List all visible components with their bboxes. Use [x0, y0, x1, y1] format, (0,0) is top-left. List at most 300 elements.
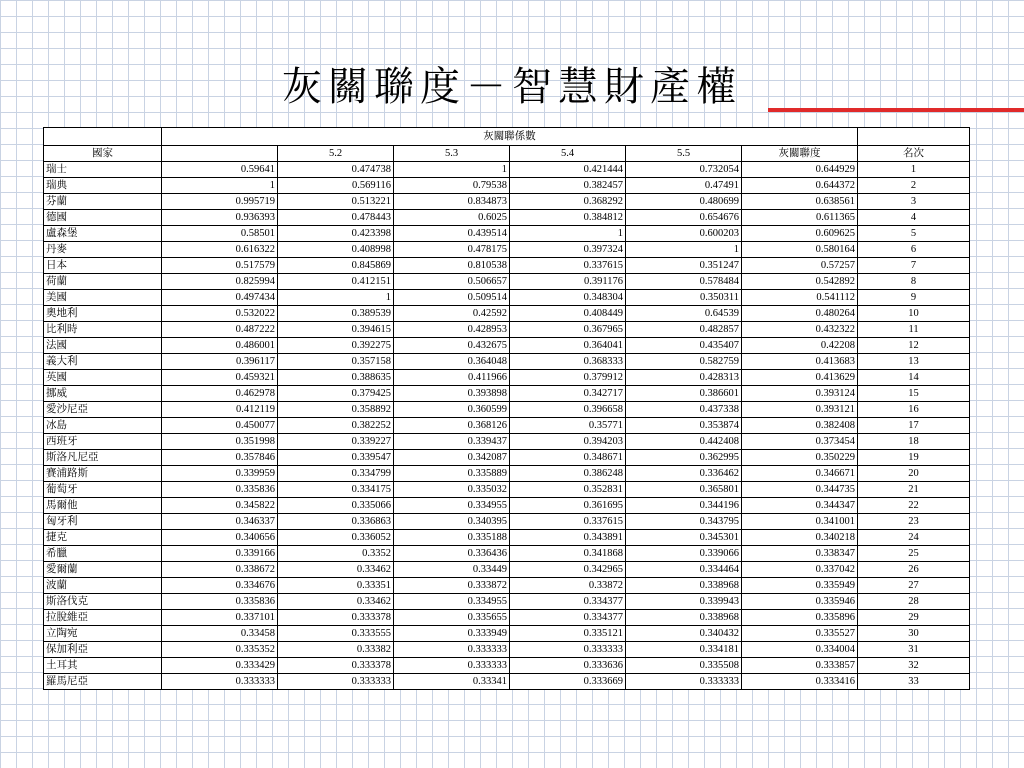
cell-country: 波蘭: [44, 578, 162, 594]
cell-rank: 19: [858, 450, 970, 466]
cell-country: 賽浦路斯: [44, 466, 162, 482]
cell-coef-5-4: 0.379912: [510, 370, 626, 386]
cell-coef-5-4: 0.33872: [510, 578, 626, 594]
cell-coef-5-1: 0.346337: [162, 514, 278, 530]
cell-coef-5-2: 0.333333: [278, 674, 394, 690]
cell-country: 保加利亞: [44, 642, 162, 658]
cell-coef-5-1: 0.995719: [162, 194, 278, 210]
cell-country: 德國: [44, 210, 162, 226]
cell-grade: 0.542892: [742, 274, 858, 290]
cell-coef-5-1: 0.335836: [162, 482, 278, 498]
cell-coef-5-4: 0.361695: [510, 498, 626, 514]
cell-coef-5-1: 0.616322: [162, 242, 278, 258]
cell-grade: 0.644929: [742, 162, 858, 178]
cell-grade: 0.638561: [742, 194, 858, 210]
cell-coef-5-3: 0.333949: [394, 626, 510, 642]
cell-coef-5-2: 0.335066: [278, 498, 394, 514]
cell-country: 拉脫維亞: [44, 610, 162, 626]
cell-coef-5-3: 0.333333: [394, 658, 510, 674]
cell-coef-5-5: 0.351247: [626, 258, 742, 274]
cell-grade: 0.334004: [742, 642, 858, 658]
table-row: [44, 674, 970, 690]
cell-coef-5-4: 0.386248: [510, 466, 626, 482]
cell-grade: 0.644372: [742, 178, 858, 194]
cell-coef-5-3: 0.335032: [394, 482, 510, 498]
cell-country: 西班牙: [44, 434, 162, 450]
cell-grade: 0.337042: [742, 562, 858, 578]
cell-coef-5-2: 0.379425: [278, 386, 394, 402]
cell-coef-5-2: 0.336052: [278, 530, 394, 546]
header-group-row: [44, 128, 970, 146]
cell-country: 美國: [44, 290, 162, 306]
cell-coef-5-2: 0.339547: [278, 450, 394, 466]
cell-grade: 0.393124: [742, 386, 858, 402]
slide-title: 灰關聯度－智慧財產權: [282, 64, 742, 110]
cell-coef-5-3: 0.834873: [394, 194, 510, 210]
cell-rank: 7: [858, 258, 970, 274]
cell-country: 馬爾他: [44, 498, 162, 514]
table-row: [44, 354, 970, 370]
cell-coef-5-3: 0.439514: [394, 226, 510, 242]
cell-coef-5-2: 0.333378: [278, 658, 394, 674]
cell-country: 斯洛凡尼亞: [44, 450, 162, 466]
cell-grade: 0.393121: [742, 402, 858, 418]
cell-coef-5-2: 0.3352: [278, 546, 394, 562]
cell-coef-5-2: 0.333378: [278, 610, 394, 626]
cell-coef-5-2: 0.334175: [278, 482, 394, 498]
cell-coef-5-5: 0.339066: [626, 546, 742, 562]
cell-coef-5-3: 0.509514: [394, 290, 510, 306]
cell-coef-5-1: 0.333429: [162, 658, 278, 674]
cell-coef-5-5: 0.350311: [626, 290, 742, 306]
cell-coef-5-2: 0.33462: [278, 562, 394, 578]
cell-rank: 21: [858, 482, 970, 498]
header-group-empty-right: [858, 128, 970, 146]
cell-rank: 17: [858, 418, 970, 434]
header-row: [44, 146, 970, 162]
cell-coef-5-1: 0.340656: [162, 530, 278, 546]
header-grade: 灰關聯度: [742, 146, 858, 162]
cell-coef-5-5: 0.335508: [626, 658, 742, 674]
cell-coef-5-5: 0.47491: [626, 178, 742, 194]
cell-coef-5-3: 0.335655: [394, 610, 510, 626]
cell-coef-5-3: 0.810538: [394, 258, 510, 274]
cell-coef-5-1: 0.59641: [162, 162, 278, 178]
cell-rank: 16: [858, 402, 970, 418]
cell-coef-5-4: 0.348304: [510, 290, 626, 306]
cell-grade: 0.344735: [742, 482, 858, 498]
cell-rank: 24: [858, 530, 970, 546]
cell-coef-5-3: 0.335188: [394, 530, 510, 546]
cell-coef-5-4: 0.333333: [510, 642, 626, 658]
cell-rank: 31: [858, 642, 970, 658]
cell-coef-5-2: 0.478443: [278, 210, 394, 226]
cell-coef-5-2: 0.392275: [278, 338, 394, 354]
cell-coef-5-4: 0.368292: [510, 194, 626, 210]
cell-rank: 27: [858, 578, 970, 594]
cell-coef-5-4: 0.382457: [510, 178, 626, 194]
cell-coef-5-3: 0.42592: [394, 306, 510, 322]
cell-coef-5-1: 0.345822: [162, 498, 278, 514]
table-row: [44, 466, 970, 482]
cell-coef-5-2: 0.389539: [278, 306, 394, 322]
cell-coef-5-2: 0.845869: [278, 258, 394, 274]
cell-grade: 0.432322: [742, 322, 858, 338]
cell-grade: 0.373454: [742, 434, 858, 450]
cell-coef-5-2: 0.358892: [278, 402, 394, 418]
cell-coef-5-4: 0.421444: [510, 162, 626, 178]
header-col-5-3: 5.3: [394, 146, 510, 162]
table-row: [44, 274, 970, 290]
cell-coef-5-2: 0.408998: [278, 242, 394, 258]
table-row: [44, 418, 970, 434]
cell-rank: 9: [858, 290, 970, 306]
cell-coef-5-5: 0.64539: [626, 306, 742, 322]
cell-coef-5-1: 0.396117: [162, 354, 278, 370]
table-row: [44, 258, 970, 274]
cell-coef-5-4: 0.333669: [510, 674, 626, 690]
cell-coef-5-3: 0.33449: [394, 562, 510, 578]
cell-coef-5-4: 0.384812: [510, 210, 626, 226]
cell-coef-5-1: 0.486001: [162, 338, 278, 354]
cell-coef-5-5: 0.582759: [626, 354, 742, 370]
cell-coef-5-5: 0.333333: [626, 674, 742, 690]
data-table-container: [43, 127, 969, 690]
cell-country: 葡萄牙: [44, 482, 162, 498]
header-group-empty-left: [44, 128, 162, 146]
cell-coef-5-5: 0.334464: [626, 562, 742, 578]
cell-country: 冰島: [44, 418, 162, 434]
cell-rank: 28: [858, 594, 970, 610]
cell-coef-5-5: 0.362995: [626, 450, 742, 466]
cell-coef-5-5: 0.338968: [626, 578, 742, 594]
cell-coef-5-1: 0.412119: [162, 402, 278, 418]
cell-coef-5-5: 0.482857: [626, 322, 742, 338]
cell-grade: 0.333416: [742, 674, 858, 690]
cell-grade: 0.335527: [742, 626, 858, 642]
cell-grade: 0.480264: [742, 306, 858, 322]
cell-coef-5-1: 0.333333: [162, 674, 278, 690]
cell-coef-5-4: 0.364041: [510, 338, 626, 354]
cell-coef-5-5: 0.334181: [626, 642, 742, 658]
cell-country: 法國: [44, 338, 162, 354]
cell-rank: 6: [858, 242, 970, 258]
cell-coef-5-1: 0.33458: [162, 626, 278, 642]
cell-coef-5-4: 0.408449: [510, 306, 626, 322]
table-row: [44, 226, 970, 242]
cell-country: 立陶宛: [44, 626, 162, 642]
cell-coef-5-1: 0.339959: [162, 466, 278, 482]
cell-coef-5-3: 0.364048: [394, 354, 510, 370]
table-row: [44, 210, 970, 226]
cell-coef-5-1: 0.351998: [162, 434, 278, 450]
cell-coef-5-4: 0.352831: [510, 482, 626, 498]
cell-country: 丹麥: [44, 242, 162, 258]
cell-coef-5-4: 0.337615: [510, 514, 626, 530]
cell-coef-5-5: 0.654676: [626, 210, 742, 226]
cell-coef-5-4: 0.391176: [510, 274, 626, 290]
cell-country: 愛沙尼亞: [44, 402, 162, 418]
cell-coef-5-1: 0.487222: [162, 322, 278, 338]
cell-country: 希臘: [44, 546, 162, 562]
cell-coef-5-3: 0.411966: [394, 370, 510, 386]
table-row: [44, 434, 970, 450]
cell-coef-5-1: 0.339166: [162, 546, 278, 562]
cell-coef-5-3: 0.506657: [394, 274, 510, 290]
cell-coef-5-2: 1: [278, 290, 394, 306]
cell-coef-5-5: 0.435407: [626, 338, 742, 354]
table-row: [44, 450, 970, 466]
cell-coef-5-2: 0.513221: [278, 194, 394, 210]
cell-coef-5-5: 0.600203: [626, 226, 742, 242]
table-row: [44, 642, 970, 658]
cell-coef-5-3: 1: [394, 162, 510, 178]
cell-grade: 0.333857: [742, 658, 858, 674]
cell-country: 瑞典: [44, 178, 162, 194]
table-row: [44, 610, 970, 626]
cell-rank: 25: [858, 546, 970, 562]
cell-coef-5-4: 0.334377: [510, 594, 626, 610]
cell-country: 荷蘭: [44, 274, 162, 290]
table-row: [44, 530, 970, 546]
header-group-label: 灰關聯係數: [162, 128, 858, 146]
table-row: [44, 162, 970, 178]
cell-coef-5-5: 1: [626, 242, 742, 258]
table-row: [44, 482, 970, 498]
cell-rank: 3: [858, 194, 970, 210]
cell-coef-5-2: 0.336863: [278, 514, 394, 530]
cell-rank: 15: [858, 386, 970, 402]
cell-coef-5-2: 0.33382: [278, 642, 394, 658]
cell-coef-5-5: 0.437338: [626, 402, 742, 418]
cell-grade: 0.344347: [742, 498, 858, 514]
cell-rank: 12: [858, 338, 970, 354]
cell-coef-5-3: 0.336436: [394, 546, 510, 562]
cell-coef-5-3: 0.339437: [394, 434, 510, 450]
header-col-5-2: 5.2: [278, 146, 394, 162]
cell-coef-5-5: 0.442408: [626, 434, 742, 450]
cell-coef-5-4: 0.343891: [510, 530, 626, 546]
cell-coef-5-2: 0.33351: [278, 578, 394, 594]
cell-coef-5-1: 0.337101: [162, 610, 278, 626]
cell-coef-5-5: 0.578484: [626, 274, 742, 290]
cell-coef-5-5: 0.343795: [626, 514, 742, 530]
cell-coef-5-1: 0.450077: [162, 418, 278, 434]
cell-rank: 33: [858, 674, 970, 690]
cell-rank: 2: [858, 178, 970, 194]
cell-country: 匈牙利: [44, 514, 162, 530]
table-row: [44, 322, 970, 338]
cell-rank: 23: [858, 514, 970, 530]
cell-coef-5-4: 0.348671: [510, 450, 626, 466]
table-row: [44, 178, 970, 194]
cell-coef-5-5: 0.353874: [626, 418, 742, 434]
cell-coef-5-2: 0.394615: [278, 322, 394, 338]
cell-coef-5-1: 0.459321: [162, 370, 278, 386]
cell-grade: 0.350229: [742, 450, 858, 466]
table-row: [44, 498, 970, 514]
table-row: [44, 626, 970, 642]
cell-coef-5-5: 0.480699: [626, 194, 742, 210]
cell-coef-5-1: 0.532022: [162, 306, 278, 322]
cell-rank: 13: [858, 354, 970, 370]
table-row: [44, 562, 970, 578]
cell-coef-5-1: 0.335836: [162, 594, 278, 610]
cell-country: 比利時: [44, 322, 162, 338]
cell-coef-5-4: 0.335121: [510, 626, 626, 642]
cell-rank: 32: [858, 658, 970, 674]
cell-coef-5-5: 0.336462: [626, 466, 742, 482]
header-col-5-5: 5.5: [626, 146, 742, 162]
cell-coef-5-2: 0.382252: [278, 418, 394, 434]
cell-country: 盧森堡: [44, 226, 162, 242]
cell-coef-5-3: 0.478175: [394, 242, 510, 258]
cell-grade: 0.341001: [742, 514, 858, 530]
cell-coef-5-3: 0.393898: [394, 386, 510, 402]
table-row: [44, 594, 970, 610]
cell-coef-5-4: 0.397324: [510, 242, 626, 258]
table-row: [44, 514, 970, 530]
cell-grade: 0.580164: [742, 242, 858, 258]
grey-relational-table: [43, 127, 970, 690]
table-row: [44, 290, 970, 306]
cell-coef-5-3: 0.432675: [394, 338, 510, 354]
cell-grade: 0.611365: [742, 210, 858, 226]
cell-country: 英國: [44, 370, 162, 386]
cell-rank: 4: [858, 210, 970, 226]
cell-coef-5-2: 0.569116: [278, 178, 394, 194]
cell-rank: 8: [858, 274, 970, 290]
cell-coef-5-1: 0.497434: [162, 290, 278, 306]
cell-coef-5-2: 0.33462: [278, 594, 394, 610]
cell-coef-5-4: 1: [510, 226, 626, 242]
cell-grade: 0.609625: [742, 226, 858, 242]
cell-coef-5-4: 0.334377: [510, 610, 626, 626]
cell-coef-5-4: 0.394203: [510, 434, 626, 450]
cell-coef-5-5: 0.344196: [626, 498, 742, 514]
cell-coef-5-4: 0.396658: [510, 402, 626, 418]
cell-coef-5-1: 1: [162, 178, 278, 194]
cell-coef-5-3: 0.335889: [394, 466, 510, 482]
cell-rank: 11: [858, 322, 970, 338]
cell-country: 斯洛伐克: [44, 594, 162, 610]
cell-coef-5-4: 0.342717: [510, 386, 626, 402]
cell-coef-5-1: 0.334676: [162, 578, 278, 594]
cell-coef-5-3: 0.333872: [394, 578, 510, 594]
cell-rank: 29: [858, 610, 970, 626]
cell-coef-5-5: 0.338968: [626, 610, 742, 626]
cell-country: 芬蘭: [44, 194, 162, 210]
cell-coef-5-3: 0.342087: [394, 450, 510, 466]
cell-coef-5-3: 0.360599: [394, 402, 510, 418]
cell-grade: 0.413683: [742, 354, 858, 370]
cell-grade: 0.382408: [742, 418, 858, 434]
header-col-5-4: 5.4: [510, 146, 626, 162]
cell-coef-5-4: 0.342965: [510, 562, 626, 578]
table-row: [44, 370, 970, 386]
cell-grade: 0.335949: [742, 578, 858, 594]
cell-coef-5-2: 0.412151: [278, 274, 394, 290]
cell-coef-5-2: 0.388635: [278, 370, 394, 386]
table-row: [44, 578, 970, 594]
cell-grade: 0.338347: [742, 546, 858, 562]
cell-country: 瑞士: [44, 162, 162, 178]
cell-coef-5-4: 0.367965: [510, 322, 626, 338]
cell-country: 日本: [44, 258, 162, 274]
cell-coef-5-5: 0.732054: [626, 162, 742, 178]
cell-coef-5-4: 0.368333: [510, 354, 626, 370]
cell-grade: 0.340218: [742, 530, 858, 546]
cell-rank: 10: [858, 306, 970, 322]
cell-coef-5-1: 0.825994: [162, 274, 278, 290]
cell-coef-5-5: 0.428313: [626, 370, 742, 386]
table-row: [44, 402, 970, 418]
cell-coef-5-4: 0.35771: [510, 418, 626, 434]
cell-coef-5-3: 0.6025: [394, 210, 510, 226]
cell-coef-5-5: 0.339943: [626, 594, 742, 610]
table-row: [44, 306, 970, 322]
cell-country: 奧地利: [44, 306, 162, 322]
accent-line: [768, 108, 1024, 112]
cell-rank: 5: [858, 226, 970, 242]
cell-coef-5-1: 0.335352: [162, 642, 278, 658]
cell-country: 捷克: [44, 530, 162, 546]
cell-country: 義大利: [44, 354, 162, 370]
cell-coef-5-1: 0.357846: [162, 450, 278, 466]
cell-coef-5-3: 0.368126: [394, 418, 510, 434]
cell-coef-5-1: 0.338672: [162, 562, 278, 578]
cell-coef-5-1: 0.58501: [162, 226, 278, 242]
cell-country: 挪威: [44, 386, 162, 402]
cell-coef-5-3: 0.334955: [394, 498, 510, 514]
cell-grade: 0.346671: [742, 466, 858, 482]
cell-coef-5-3: 0.334955: [394, 594, 510, 610]
cell-coef-5-5: 0.365801: [626, 482, 742, 498]
cell-coef-5-2: 0.333555: [278, 626, 394, 642]
cell-rank: 14: [858, 370, 970, 386]
cell-rank: 20: [858, 466, 970, 482]
cell-country: 土耳其: [44, 658, 162, 674]
cell-coef-5-4: 0.337615: [510, 258, 626, 274]
cell-coef-5-3: 0.340395: [394, 514, 510, 530]
cell-coef-5-3: 0.33341: [394, 674, 510, 690]
cell-coef-5-4: 0.341868: [510, 546, 626, 562]
table-row: [44, 386, 970, 402]
cell-rank: 18: [858, 434, 970, 450]
cell-coef-5-4: 0.333636: [510, 658, 626, 674]
cell-coef-5-2: 0.423398: [278, 226, 394, 242]
header-country: 國家: [44, 146, 162, 162]
table-row: [44, 338, 970, 354]
cell-rank: 26: [858, 562, 970, 578]
cell-coef-5-2: 0.334799: [278, 466, 394, 482]
header-rank: 名次: [858, 146, 970, 162]
cell-coef-5-5: 0.386601: [626, 386, 742, 402]
cell-coef-5-5: 0.340432: [626, 626, 742, 642]
cell-coef-5-3: 0.79538: [394, 178, 510, 194]
cell-coef-5-1: 0.936393: [162, 210, 278, 226]
cell-coef-5-3: 0.428953: [394, 322, 510, 338]
cell-grade: 0.335946: [742, 594, 858, 610]
header-col-1: [162, 146, 278, 162]
cell-coef-5-2: 0.474738: [278, 162, 394, 178]
cell-grade: 0.42208: [742, 338, 858, 354]
cell-coef-5-5: 0.345301: [626, 530, 742, 546]
cell-country: 愛爾蘭: [44, 562, 162, 578]
cell-country: 羅馬尼亞: [44, 674, 162, 690]
cell-coef-5-3: 0.333333: [394, 642, 510, 658]
cell-coef-5-1: 0.517579: [162, 258, 278, 274]
